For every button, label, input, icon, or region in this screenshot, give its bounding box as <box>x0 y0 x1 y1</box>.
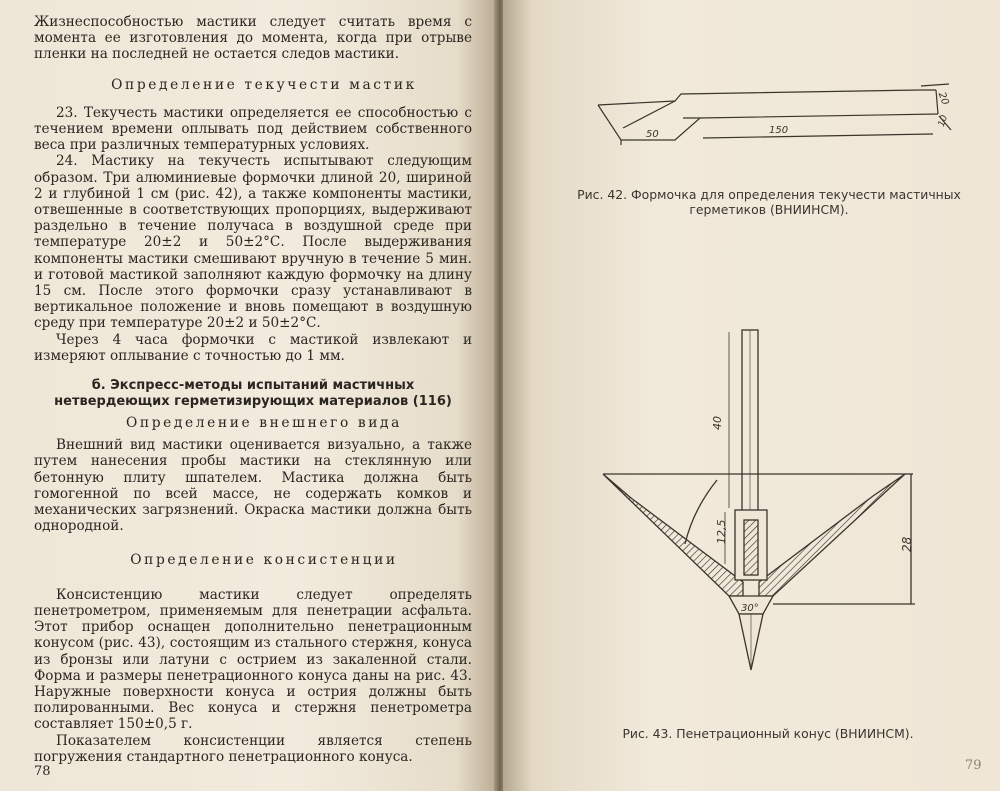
dim-28-label: 28 <box>900 536 914 552</box>
page-number-right: 79 <box>965 758 982 773</box>
figure-42-caption: Рис. 42. Формочка для определения текучести мастичных герметиков (ВНИИНСМ). <box>577 187 961 217</box>
dim-20-line <box>921 84 949 86</box>
heading-appearance: Определение внешнего вида <box>126 415 402 432</box>
cone-arc <box>685 480 717 544</box>
cone-insert <box>744 520 758 575</box>
right-page <box>503 0 1000 791</box>
mould-front-bevel <box>623 101 675 128</box>
left-page <box>0 0 497 791</box>
dim-10-label: 10 <box>936 113 951 129</box>
dim-50-label: 50 <box>646 129 659 140</box>
paragraph-appearance: Внешний вид мастики оценивается визуально, а также путем нанесения пробы мастики на стеклянную или бетонную плиту шпателем. Мастика должна быть гомогенной по всей массе, не содержать комков и механических загрязнений. Окраска мастики должна быть однородной. <box>34 437 472 535</box>
paragraph-23: 23. Текучесть мастики определяется ее способностью с течением времени оплывать под действием собственного веса при различных температурных условиях. <box>34 104 472 154</box>
dim-20-label: 20 <box>935 90 951 107</box>
cone-right-wall <box>759 474 905 596</box>
dim-150-label: 150 <box>769 125 789 136</box>
mould-top-edge <box>598 90 936 105</box>
dim-150-line <box>703 134 933 138</box>
section-b-heading: б. Экспресс-методы испытаний мастичных нетвердеющих герметизирующих материалов (116) <box>54 378 452 410</box>
dim-12-5-label: 12,5 <box>715 519 728 544</box>
paragraph-consistency: Консистенцию мастики следует определять пенетрометром, применяемым для пенетрации асфальта. Этот прибор оснащен дополнительно пенетрационным конусом (рис. 43), состоящим из стального стержня, конуса из бронзы или латуни с острием из закаленной стали. Форма и размеры пенетрационного конуса даны на рис. 43. Наружные поверхности конуса и острия должны быть полированными. Вес конуса и стержня пенетрометра составляет 150±0,5 г. <box>34 586 472 733</box>
heading-flow: Определение текучести мастик <box>111 76 417 93</box>
paragraph-after: Через 4 часа формочки с мастикой извлекают и измеряют оплывание с точностью до 1 мм. <box>34 331 472 364</box>
left-text-column <box>34 14 472 765</box>
dim-40-label: 40 <box>711 416 724 430</box>
paragraph-24: 24. Мастику на текучесть испытывают следующим образом. Три алюминиевые формочки длиной 20, шириной 2 и глубиной 1 см (рис. 42), а также компоненты мастики, отвешенные в соответствующих пропорциях, выдерживают раздельно в течение получаса в воздушной среде при температуре 20±2 и 50±2°С. После выдерживания компоненты мастики смешивают вручную в течение 5 мин. и готовой мастикой заполняют каждую формочку на длину 15 см. После этого формочки сразу устанавливают в вертикальное положение и вновь помещают в воздушную среду при температуре 20±2 и 50±2°С. <box>34 153 472 332</box>
dim-30-angle-label: 30° <box>741 603 759 614</box>
intro-paragraph: Жизнеспособностью мастики следует считать время с момента ее изготовления до момента, когда при отрыве пленки на последней не остается следов мастики. <box>34 14 472 63</box>
figure-43-cone <box>503 320 1000 680</box>
figure-43-caption: Рис. 43. Пенетрационный конус (ВНИИНСМ). <box>622 726 914 741</box>
page-number-left: 78 <box>34 764 51 779</box>
paragraph-indicator: Показателем консистенции является степень погружения стандартного пенетрационного конуса. <box>34 732 472 765</box>
heading-consistency: Определение консистенции <box>130 552 398 569</box>
